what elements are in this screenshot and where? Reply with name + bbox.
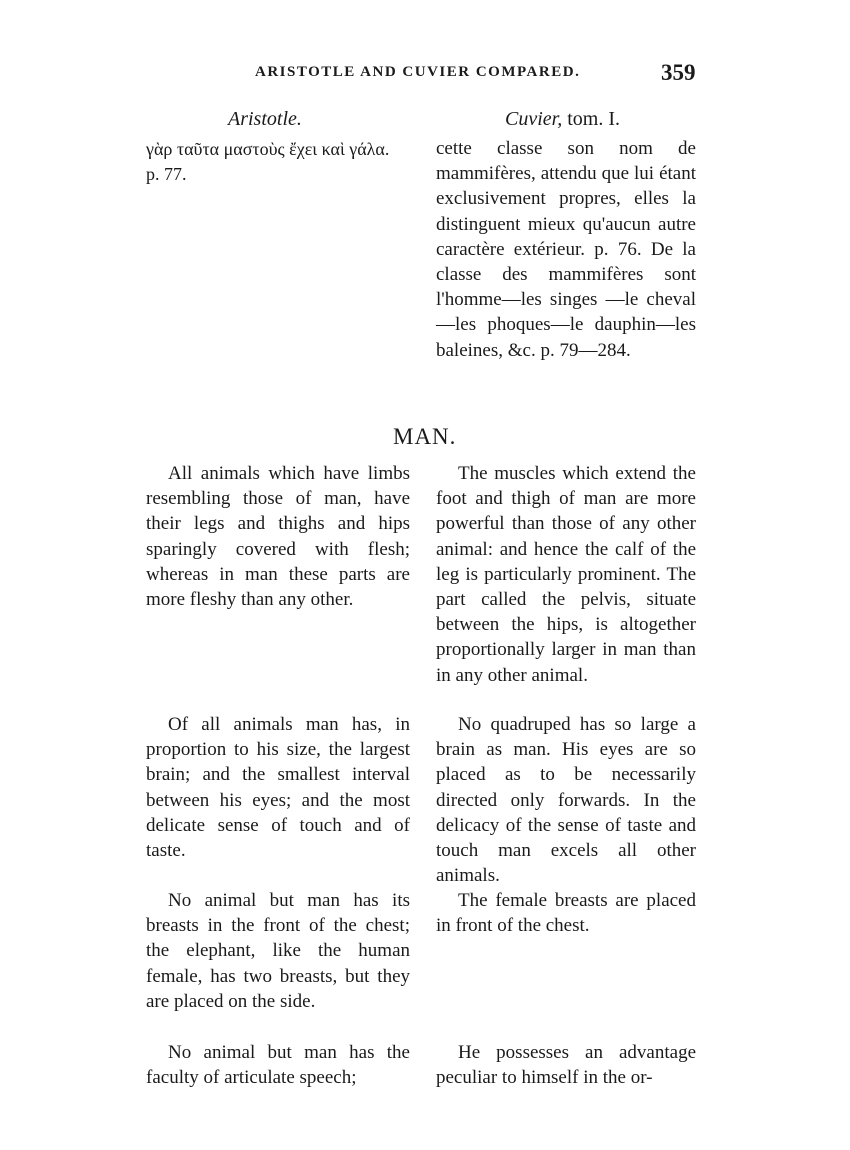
aristotle-paragraph-2 — [146, 712, 410, 863]
greek-page-ref: p. 77. — [146, 164, 187, 184]
cuvier-text-4: He possesses an advantage peculiar to himself in the or- — [436, 1042, 696, 1089]
right-column-heading — [505, 108, 620, 131]
aristotle-paragraph-3 — [146, 888, 410, 1014]
aristotle-paragraph-4 — [146, 1040, 410, 1090]
cuvier-paragraph-2 — [436, 712, 696, 888]
left-column-heading: Aristotle. — [228, 108, 302, 130]
cuvier-top-text: cette classe son nom de mammifères, attendu que lui étant exclusivement propres, elles la distinguent mieux qu'aucun autre caractère extérieur. p. 76. De la classe des mammifères sont l'homme—les singes —le cheval—les phoques—le dauphin—les baleines, &c. p. 79—284. — [436, 138, 696, 361]
cuvier-top-paragraph — [436, 136, 696, 363]
cuvier-text-3: The female breasts are placed in front of the chest. — [436, 890, 696, 937]
aristotle-paragraph-1 — [146, 461, 410, 612]
greek-text: γὰρ ταῦτα μαστοὺς ἔχει καὶ γάλα. — [146, 139, 390, 159]
running-head: ARISTOTLE AND CUVIER COMPARED. — [255, 64, 581, 80]
page-number: 359 — [661, 60, 696, 85]
cuvier-paragraph-3 — [436, 888, 696, 938]
cuvier-text-2: No quadruped has so large a brain as man. His eyes are so placed as to be necessarily directed only forwards. In the delicacy of the sense of taste and touch man excels all other animals. — [436, 714, 696, 887]
right-heading-author: Cuvier, — [505, 108, 563, 130]
cuvier-text-1: The muscles which extend the foot and thigh of man are more powerful than those of any other animal: and hence the calf of the leg is particularly prominent. The part called the pelvis, situate between the hips, is altogether proportionally larger in man than in any other animal. — [436, 463, 696, 686]
aristotle-text-3: No animal but man has its breasts in the front of the chest; the elephant, like the human female, has two breasts, but they are placed on the side. — [146, 890, 410, 1012]
cuvier-paragraph-1 — [436, 461, 696, 688]
section-title: MAN. — [393, 424, 457, 449]
cuvier-paragraph-4 — [436, 1040, 696, 1090]
aristotle-text-1: All animals which have limbs resembling those of man, have their legs and thighs and hips sparingly covered with flesh; whereas in man these parts are more fleshy than any other. — [146, 463, 410, 611]
right-heading-ref: tom. I. — [562, 108, 620, 130]
greek-quotation — [146, 137, 410, 187]
aristotle-text-2: Of all animals man has, in proportion to his size, the largest brain; and the smallest interval between his eyes; and the most delicate sense of touch and of taste. — [146, 714, 410, 862]
aristotle-text-4: No animal but man has the faculty of articulate speech; — [146, 1042, 410, 1089]
